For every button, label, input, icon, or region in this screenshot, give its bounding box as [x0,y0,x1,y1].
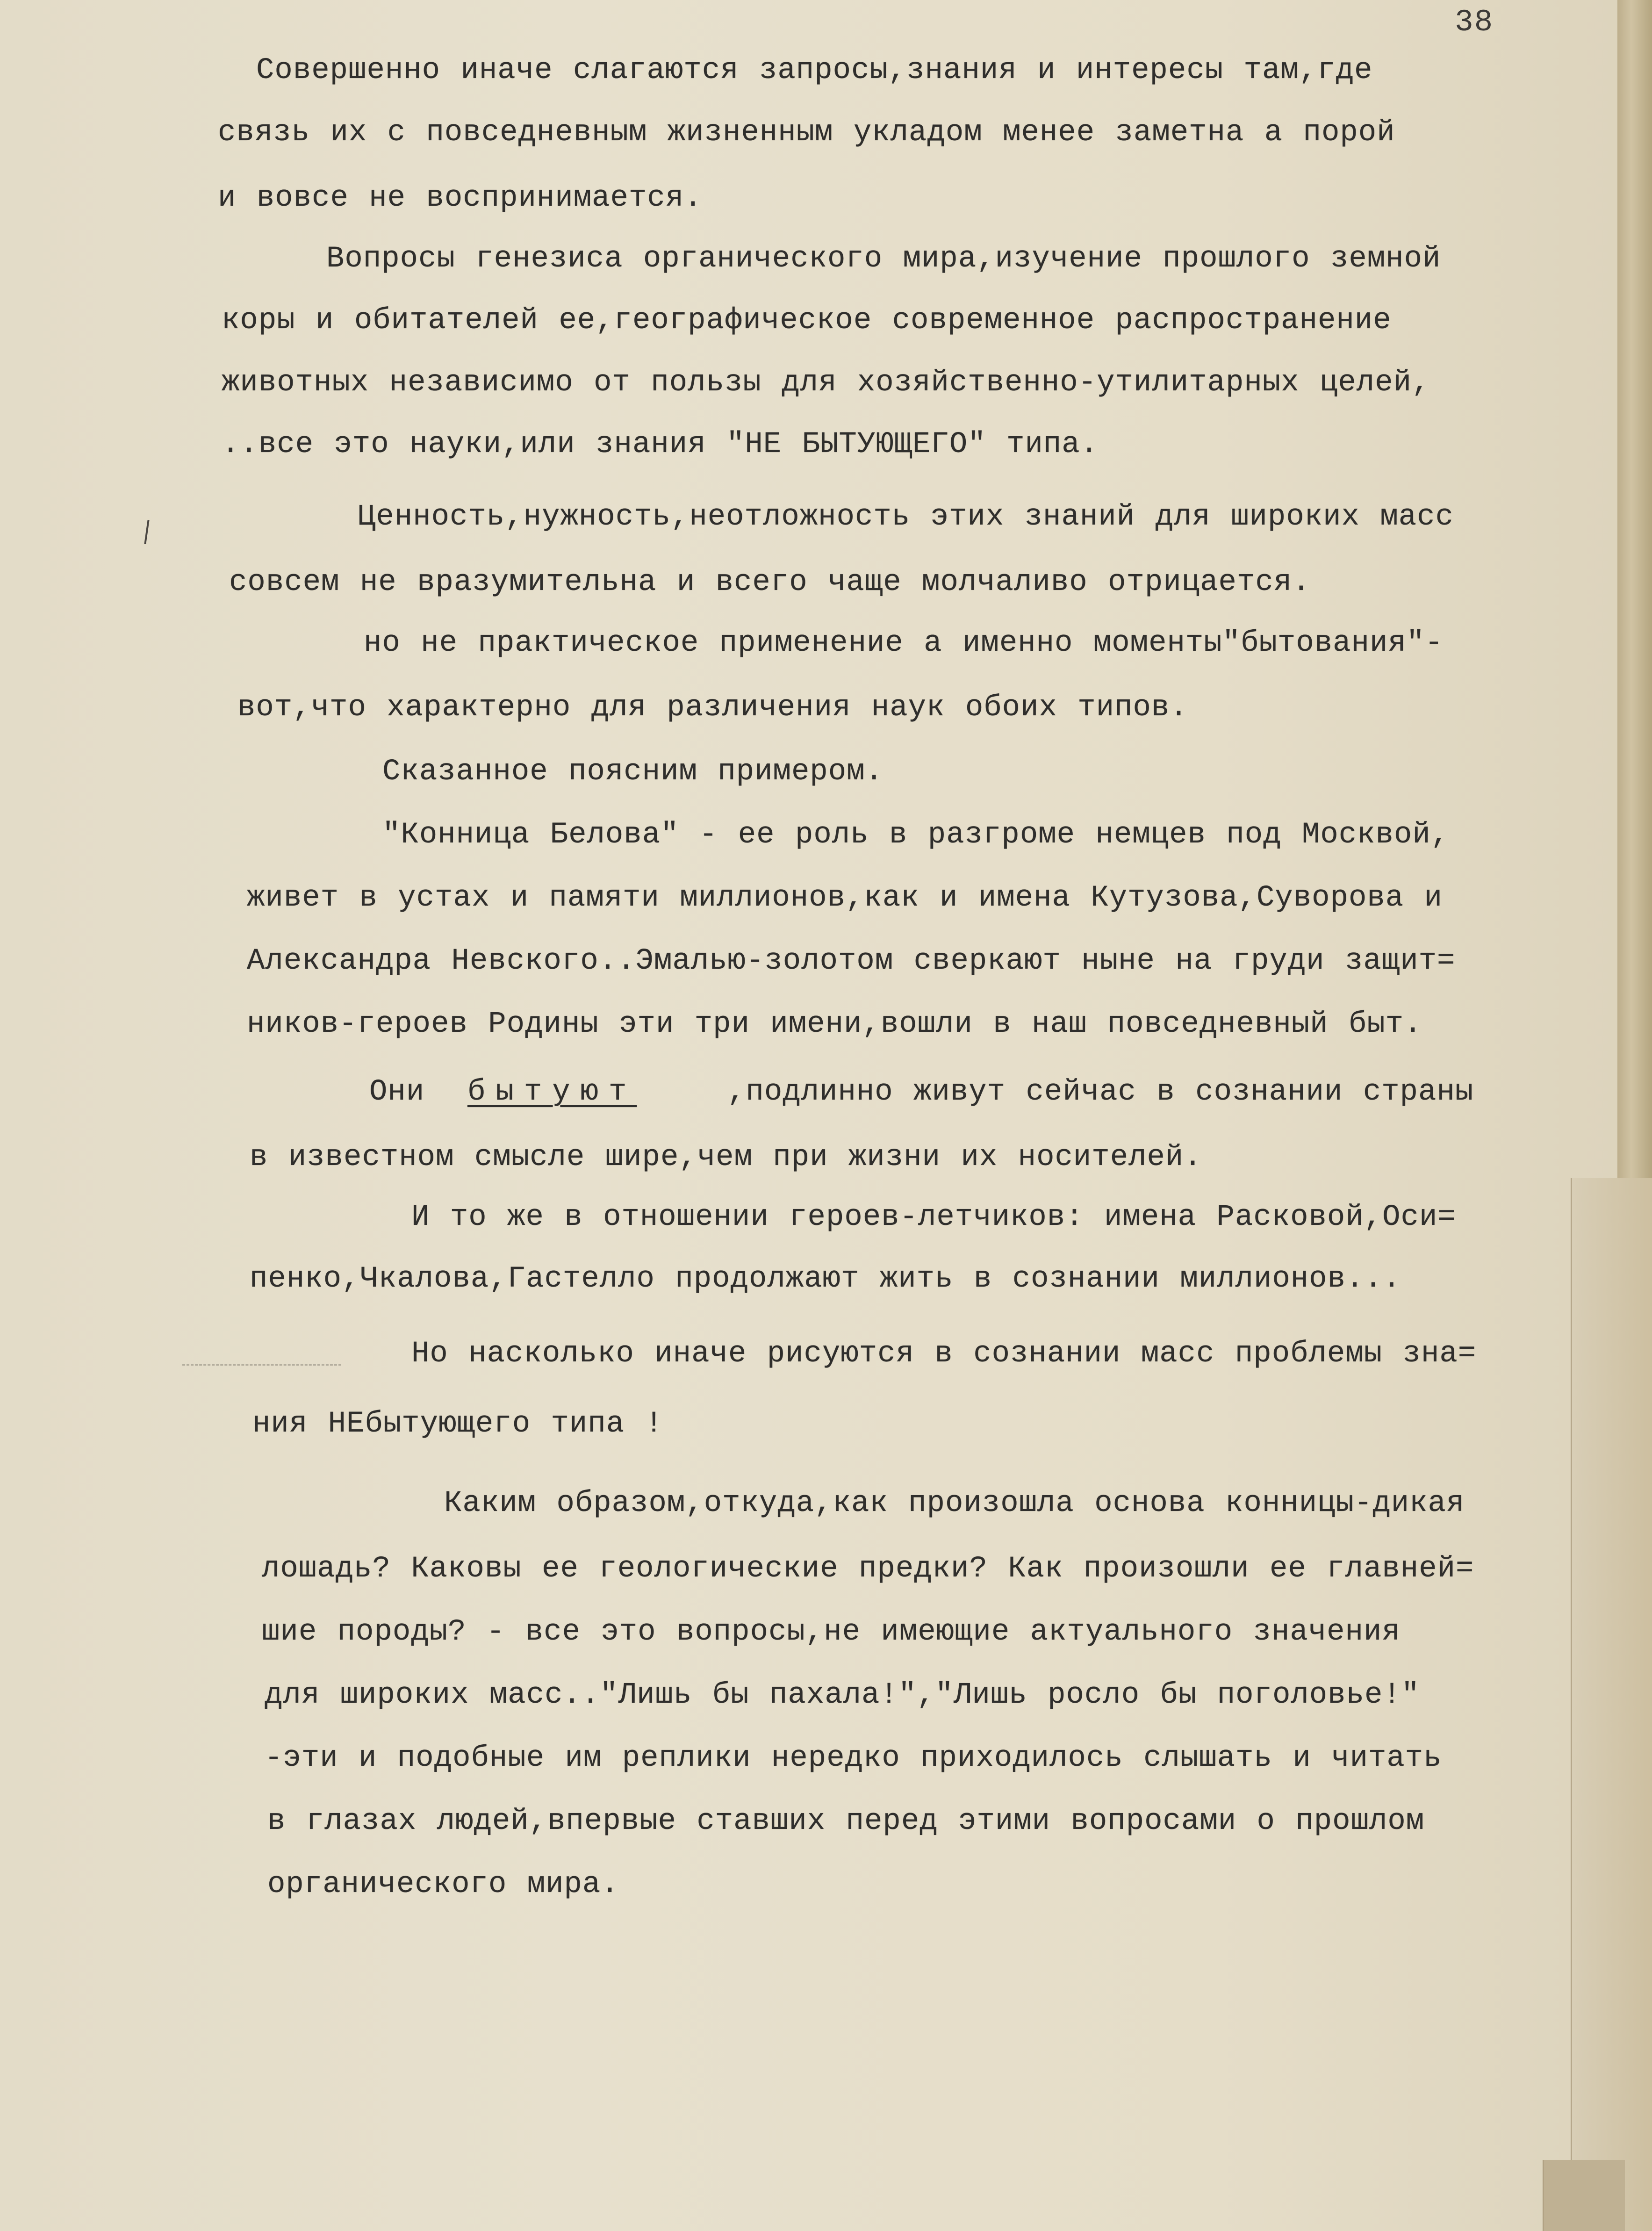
text-line: Совершенно иначе слагаются запросы,знания и интересы там,где [256,54,1373,87]
text-line: живет в устах и памяти миллионов,как и имена Кутузова,Суворова и [247,881,1443,915]
text-line: животных независимо от пользы для хозяйственно-утилитарных целей, [222,366,1430,400]
text-line: Сказанное поясним примером. [382,755,883,789]
text-line: Ценность,нужность,неотложность этих знаний для широких масс [358,500,1454,534]
text-line: в известном смысле шире,чем при жизни их носителей. [250,1141,1202,1174]
text-line: и вовсе не воспринимается. [218,181,703,215]
text-line: лошадь? Каковы ее геологические предки? Как произошли ее главней= [262,1552,1474,1586]
text-line: И то же в отношении героев-летчиков: имена Расковой,Оси= [411,1201,1456,1234]
page-number: 38 [1455,5,1494,40]
text-line: органического мира. [267,1868,619,1901]
emphasized-word: бытуют [467,1075,637,1109]
text-line: коры и обитателей ее,географическое современное распространение [222,304,1392,338]
text-line: Александра Невского..Эмалью-золотом сверкают ныне на груди защит= [247,944,1456,978]
text-line: ников-героев Родины эти три имени,вошли в наш повседневный быт. [247,1008,1422,1041]
text-line: но не практическое применение а именно моменты"бытования"- [364,626,1444,660]
text-line: ния НЕбытующего типа ! [252,1407,663,1441]
text-line: шие породы? - все это вопросы,не имеющие актуального значения [262,1615,1401,1649]
text-line: -эти и подобные им реплики нередко приходилось слышать и читать [265,1742,1442,1775]
text-line: для широких масс.."Лишь бы пахала!","Лишь росло бы поголовье!" [265,1678,1420,1712]
text-line: пенко,Чкалова,Гастелло продолжают жить в сознании миллионов... [250,1262,1401,1296]
text-line: Но насколько иначе рисуются в сознании масс проблемы зна= [411,1337,1477,1371]
text-line: Вопросы генезиса органического мира,изучение прошлого земной [326,242,1441,276]
text-line: ..все это науки,или знания "НЕ БЫТУЮЩЕГО" типа. [222,428,1099,461]
text-line: вот,что характерно для различения наук обоих типов. [237,691,1188,725]
text-line: Они [369,1075,425,1109]
text-line: ,подлинно живут сейчас в сознании страны [727,1075,1474,1109]
text-line: связь их с повседневным жизненным укладом менее заметна а порой [218,116,1395,150]
text-line: Каким образом,откуда,как произошла основа конницы-дикая [444,1487,1465,1520]
text-line: совсем не вразумительна и всего чаще молчаливо отрицается. [229,566,1311,599]
text-line: в глазах людей,впервые ставших перед этими вопросами о прошлом [267,1805,1425,1838]
text-line: "Конница Белова" - ее роль в разгроме немцев под Москвой, [382,818,1450,852]
